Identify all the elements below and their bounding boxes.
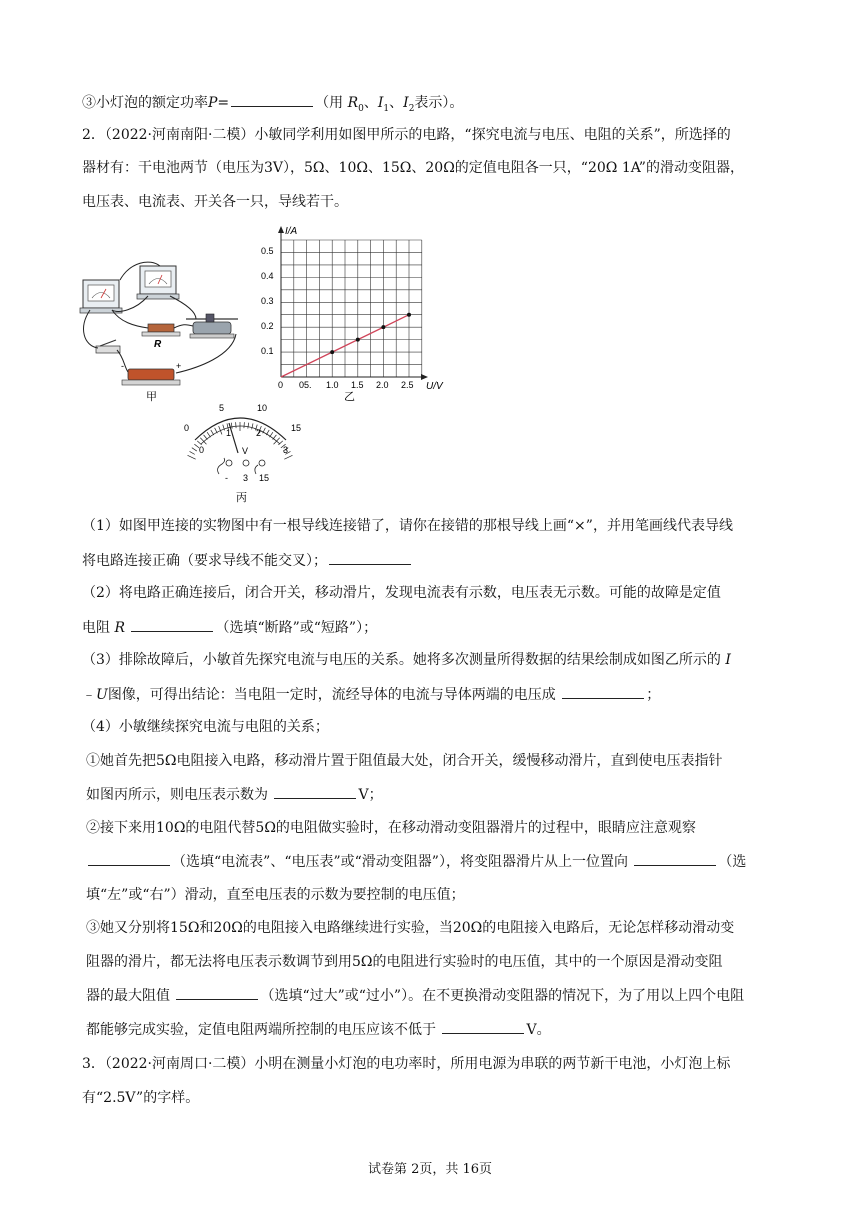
x-axis-arrow [421, 374, 428, 380]
part1-line2 [82, 550, 413, 571]
dial-tick [190, 451, 195, 454]
circuit-diagram-jia [80, 262, 238, 403]
text: 表示）。 [414, 95, 464, 111]
part3-line1 [82, 650, 731, 670]
q3-line2: 有“2.5V”的字样。 [82, 1090, 200, 1106]
lower-scale: 2 [256, 428, 262, 438]
q3-line1: 3．（2022·河南周口·二模）小明在测量小灯泡的电功率时，所用电源为串联的两节新干电池，小灯泡上标 [82, 1056, 731, 1072]
q2-line1: 2．（2022·河南南阳·二模）小敏同学利用如图甲所示的电路，“探究电流与电压、电阻的关系”，所选择的 [82, 127, 731, 143]
battery-minus: - [121, 361, 124, 371]
voltmeter-unit: V [242, 446, 249, 456]
step3-line1: ③她又分别将15Ω和20Ω的电阻接入电路继续进行实验，当20Ω的电阻接入电路后，无论怎样移动滑动变 [86, 920, 735, 936]
upper-scale: 5 [219, 403, 225, 413]
data-point [330, 350, 334, 354]
y-tick: 0.5 [261, 246, 274, 256]
step3-line3 [86, 985, 744, 1006]
terminal-label: - [225, 473, 228, 483]
step3-line4 [86, 1019, 551, 1040]
lower-scale: 0 [199, 445, 205, 455]
part1-line1: （1）如图甲连接的实物图中有一根导线连接错了，请你在接错的那根导线上画“×”，并用笔画线代表导线 [82, 518, 733, 534]
dial-tick [284, 455, 292, 459]
voltmeter-dial-bing [184, 403, 301, 504]
q2-line3: 电压表、电流表、开关各一只，导线若干。 [82, 194, 348, 210]
symbol-R0: R [347, 95, 359, 111]
symbol-I2: I [403, 95, 409, 111]
step1-line1: ①她首先把5Ω电阻接入电路，移动滑片置于阻值最大处，闭合开关，缓慢移动滑片，直到使电压表指针 [86, 753, 723, 769]
text: 如图丙所示，则电压表示数为 [86, 787, 268, 803]
text: 电阻 [82, 620, 110, 636]
step2-line3: 填“左”或“右”）滑动，直至电压表的示数为要控制的电压值； [86, 887, 465, 903]
x-axis-label: U/V [426, 381, 443, 392]
text: ③小灯泡的额定功率 [82, 95, 208, 111]
data-point [356, 338, 360, 342]
x-tick: 2.0 [376, 380, 389, 390]
text: 、 [389, 95, 404, 111]
terminal [243, 460, 249, 466]
terminal-label: 15 [259, 473, 270, 483]
dial-tick [231, 423, 232, 429]
caption-bing: 丙 [236, 492, 247, 504]
battery-plus: + [176, 361, 182, 371]
answer-blank[interactable] [274, 784, 356, 799]
answer-blank[interactable] [88, 851, 170, 866]
graph-yi [261, 226, 444, 403]
text: 都能够完成实验，定值电阻两端所控制的电压应该不低于 [86, 1022, 436, 1038]
graph-grid [281, 240, 422, 377]
q1-part3-line [82, 92, 463, 119]
terminal [226, 460, 232, 466]
text: 、 [363, 95, 378, 111]
part4-line: （4）小敏继续探究电流与电阻的关系； [82, 719, 329, 735]
data-series [281, 313, 411, 377]
step2-line1: ②接下来用10Ω的电阻代替5Ω的电阻做实验时，在移动滑动变阻器滑片的过程中，眼睛应注意观察 [86, 820, 696, 836]
upper-scale: 10 [257, 403, 268, 413]
symbol-I1: I [377, 95, 384, 111]
text: （选填“过大”或“过小”）。在不更换滑动变阻器的情况下，为了用以上四个电阻 [260, 988, 745, 1004]
resistor-label: R [154, 339, 162, 350]
figure-group [0, 218, 860, 518]
step1-line2 [86, 784, 383, 805]
answer-blank[interactable] [442, 1019, 524, 1034]
dial-tick [211, 430, 214, 435]
symbol-U: U [96, 687, 108, 703]
lower-scale: 3 [283, 445, 289, 455]
y-tick: 0.4 [261, 271, 274, 281]
terminal [259, 460, 265, 466]
text: 器的最大阻值 [86, 988, 170, 1004]
caption-yi: 乙 [344, 391, 355, 403]
dial-tick [248, 423, 249, 429]
text: 图像，可得出结论：当电阻一定时，流经导体的电流与导体两端的电压成 [107, 687, 556, 703]
text: （用 [315, 95, 344, 111]
dial-tick [252, 423, 253, 429]
x-tick: 1.0 [326, 380, 339, 390]
text: （选填“断路”或“短路”）； [215, 620, 378, 636]
symbol-R: R [114, 620, 125, 636]
dial-tick [273, 435, 277, 440]
subscript: 0 [358, 103, 364, 114]
dial-tick [204, 435, 208, 440]
lower-scale: 1 [226, 428, 232, 438]
dial-tick [207, 432, 210, 437]
answer-blank[interactable] [562, 684, 644, 699]
part2-line1: （2）将电路正确连接后，闭合开关，移动滑片，发现电流表有示数，电压表无示数。可能的故障是定值 [82, 585, 721, 601]
answer-blank[interactable] [176, 985, 258, 1000]
caption-jia: 甲 [146, 391, 157, 403]
answer-blank[interactable] [231, 92, 313, 107]
y-axis-arrow [278, 226, 284, 233]
subscript: 1 [383, 103, 390, 114]
data-point [381, 325, 385, 329]
dial-tick [188, 455, 196, 459]
upper-scale: 0 [184, 423, 190, 433]
y-axis-label: I/A [285, 226, 298, 237]
text: V。 [526, 1022, 551, 1038]
text: ﹣ [82, 687, 96, 703]
y-tick: 0.1 [261, 346, 274, 356]
part3-line2 [82, 684, 660, 705]
upper-scale: 15 [291, 423, 302, 433]
text: ； [646, 687, 661, 703]
symbol-P: P [208, 95, 218, 111]
answer-blank[interactable] [329, 550, 411, 565]
step3-line2: 阻器的滑片，都无法将电压表示数调节到用5Ω的电阻进行实验时的电压值，其中的一个原因是滑动变阻 [86, 954, 723, 970]
answer-blank[interactable] [634, 851, 716, 866]
text: （选填“电流表”、“电压表”或“滑动变阻器”），将变阻器滑片从上一位置向 [172, 854, 628, 870]
text: 将电路连接正确（要求导线不能交叉）； [82, 553, 327, 569]
y-tick: 0.3 [261, 296, 274, 306]
dial-tick [269, 432, 272, 437]
x-tick: 05. [299, 380, 312, 390]
text: = [217, 95, 230, 111]
step2-line2 [86, 851, 746, 872]
text: （选 [718, 854, 747, 870]
subscript: 2 [408, 103, 415, 114]
answer-blank[interactable] [131, 617, 213, 632]
text: （3）排除故障后，小敏首先探究电流与电压的关系。她将多次测量所得数据的结果绘制成如图乙所示的 [82, 652, 721, 668]
q2-line2: 器材有：干电池两节（电压为3V），5Ω、10Ω、15Ω、20Ω的定值电阻各一只，“20Ω 1A”的滑动变阻器， [82, 160, 744, 176]
symbol-I: I [725, 652, 731, 668]
part2-line2 [82, 617, 377, 638]
terminal-label: 3 [243, 473, 249, 483]
x-tick: 2.5 [401, 380, 414, 390]
graph-origin: 0 [278, 380, 284, 390]
y-tick: 0.2 [261, 321, 274, 331]
text: V； [358, 787, 383, 803]
dial-tick [192, 448, 197, 451]
x-tick: 1.5 [351, 380, 364, 390]
data-point [407, 313, 411, 317]
page-footer: 试卷第 2页，共 16页 [367, 1162, 493, 1177]
